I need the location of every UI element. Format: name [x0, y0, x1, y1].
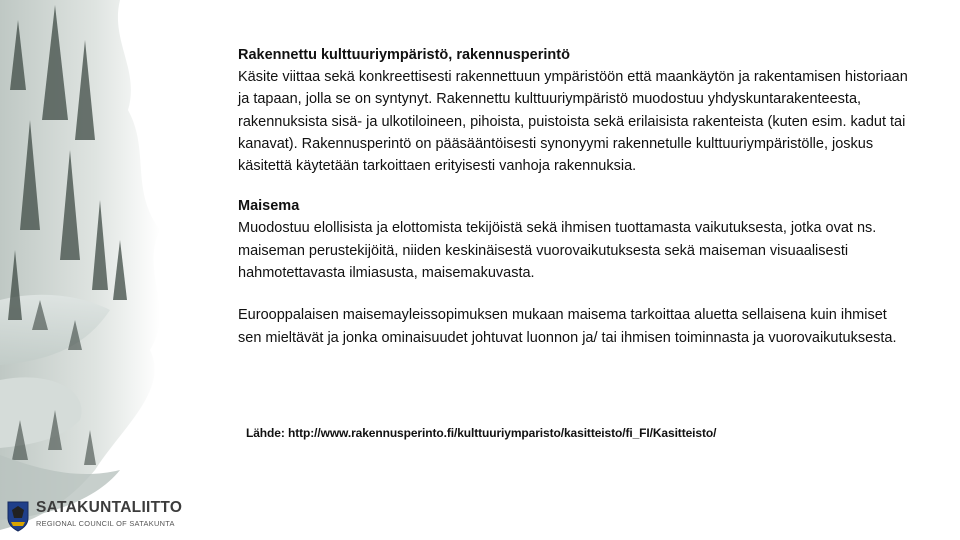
source-citation: Lähde: http://www.rakennusperinto.fi/kulttuuriymparisto/kasitteisto/fi_FI/Kasitteisto/: [246, 426, 717, 440]
satakuntaliitto-logo: [6, 497, 183, 535]
coat-of-arms-icon: [6, 500, 30, 532]
section-body-landscape: Muodostuu elollisista ja elottomista tekijöistä sekä ihmisen tuottamasta vaikutuksesta, jotka ovat ns. maiseman perustekijöitä, niiden keskinäisestä vuorovaikutuksesta sekä maiseman visuaalisesti hahmotettavasta ilmiasusta, maisemakuvasta.: [238, 220, 877, 282]
logo-name: SATAKUNTALIITTO: [36, 499, 183, 516]
section-title-built-environment: Rakennettu kulttuuriympäristö, rakennusperintö: [238, 47, 570, 63]
main-content: [238, 44, 908, 349]
section-body-landscape-convention: Eurooppalaisen maisemayleissopimuksen mukaan maisema tarkoittaa aluetta sellaisena kuin ihmiset sen mieltävät ja jonka ominaisuudet johtuvat luonnon ja/ tai ihmisen toiminnasta ja vuorovaikutuksesta.: [238, 307, 897, 346]
forest-landscape-image: [0, 0, 240, 540]
logo-subtitle: REGIONAL COUNCIL OF SATAKUNTA: [36, 519, 175, 528]
section-body-built-environment: Käsite viittaa sekä konkreettisesti rakennettuun ympäristöön että maankäytön ja rakentamisen historiaan ja tapaan, jolla se on syntynyt. Rakennettu kulttuuriympäristö muodostuu yhdyskuntarakenteesta, rakennuksista sisä- ja ulkotiloineen, pihoista, puistoista sekä erilaisista rakenteista (kuten esim. kadut tai kanavat). Rakennusperintö on pääsääntöisesti synonyymi rakennetulle kulttuuriympäristölle, joskus käsitettä käytetään tarkoittaen erityisesti vanhoja rakennuksia.: [238, 69, 908, 175]
section-title-landscape: Maisema: [238, 198, 300, 215]
